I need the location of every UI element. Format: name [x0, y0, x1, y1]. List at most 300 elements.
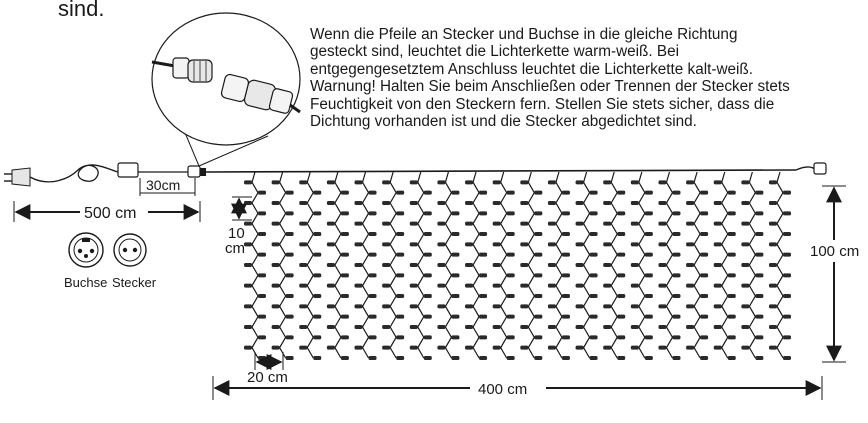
led-bulb — [382, 242, 390, 246]
led-bulb — [576, 222, 584, 226]
led-bulb — [617, 211, 625, 215]
led-bulb — [479, 253, 487, 257]
led-bulb — [548, 222, 556, 226]
led-bulb — [286, 232, 294, 236]
led-bulb — [520, 325, 528, 329]
led-bulb — [534, 253, 542, 257]
led-bulb — [479, 335, 487, 339]
label-10cm-number: 10 — [228, 225, 245, 242]
led-bulb — [714, 346, 722, 350]
dimension-100cm — [810, 186, 859, 362]
led-bulb — [590, 294, 598, 298]
led-bulb — [479, 232, 487, 236]
led-bulb — [741, 201, 749, 205]
led-bulb — [369, 191, 377, 195]
led-bulb — [728, 253, 736, 257]
light-strand — [576, 172, 598, 360]
strand-wire — [639, 172, 645, 358]
led-bulb — [617, 335, 625, 339]
led-bulb — [590, 191, 598, 195]
led-bulb — [617, 294, 625, 298]
led-bulb — [755, 273, 763, 277]
led-bulb — [700, 191, 708, 195]
led-bulb — [327, 201, 335, 205]
strand-wire — [777, 172, 783, 358]
led-bulb — [520, 304, 528, 308]
led-bulb — [714, 304, 722, 308]
top-word: sind. — [58, 0, 105, 21]
led-bulb — [410, 325, 418, 329]
led-bulb — [769, 304, 777, 308]
led-bulb — [534, 356, 542, 360]
led-bulb — [396, 294, 404, 298]
led-bulb — [769, 180, 777, 184]
plug-label: Stecker — [112, 275, 157, 290]
led-bulb — [658, 325, 666, 329]
led-bulb — [451, 273, 459, 277]
led-bulb — [410, 180, 418, 184]
led-bulb — [576, 180, 584, 184]
led-bulb — [299, 284, 307, 288]
led-bulb — [714, 222, 722, 226]
led-bulb — [299, 325, 307, 329]
led-bulb — [369, 211, 377, 215]
led-bulb — [451, 294, 459, 298]
strand-wire — [335, 172, 341, 358]
led-bulb — [631, 263, 639, 267]
led-bulb — [700, 273, 708, 277]
led-bulb — [700, 211, 708, 215]
led-bulb — [769, 201, 777, 205]
led-bulb — [396, 335, 404, 339]
led-bulb — [741, 242, 749, 246]
led-bulb — [728, 335, 736, 339]
led-bulb — [299, 242, 307, 246]
led-bulb — [396, 232, 404, 236]
led-bulb — [728, 273, 736, 277]
led-bulb — [658, 242, 666, 246]
led-bulb — [424, 191, 432, 195]
led-bulb — [286, 253, 294, 257]
led-bulb — [534, 211, 542, 215]
led-bulb — [520, 284, 528, 288]
led-bulb — [286, 191, 294, 195]
led-bulb — [783, 356, 791, 360]
led-bulb — [631, 304, 639, 308]
led-bulb — [686, 325, 694, 329]
led-bulb — [451, 191, 459, 195]
led-bulb — [396, 253, 404, 257]
instruction-line: Dichtung vorhanden ist und die Stecker abgedichtet sind. — [310, 113, 697, 131]
led-bulb — [327, 304, 335, 308]
light-strand — [299, 172, 321, 360]
led-bulb — [590, 211, 598, 215]
led-bulb — [465, 304, 473, 308]
led-bulb — [369, 356, 377, 360]
led-bulb — [645, 356, 653, 360]
led-bulb — [341, 211, 349, 215]
led-bulb — [355, 222, 363, 226]
led-bulb — [728, 356, 736, 360]
led-bulb — [769, 242, 777, 246]
led-bulb — [617, 315, 625, 319]
led-bulb — [507, 253, 515, 257]
led-bulb — [507, 294, 515, 298]
light-strand — [658, 172, 680, 360]
led-bulb — [493, 222, 501, 226]
strand-wire — [556, 172, 562, 358]
led-bulb — [313, 273, 321, 277]
led-bulb — [272, 201, 280, 205]
led-bulb — [755, 253, 763, 257]
led-bulb — [755, 335, 763, 339]
led-bulb — [313, 232, 321, 236]
led-bulb — [534, 191, 542, 195]
led-bulb — [465, 201, 473, 205]
led-bulb — [645, 294, 653, 298]
led-bulb — [631, 222, 639, 226]
plug-face-icon — [114, 234, 146, 266]
led-bulb — [313, 335, 321, 339]
curtain-top-wire — [206, 163, 826, 174]
instruction-line: Wenn die Pfeile an Stecker und Buchse in die gleiche Richtung — [310, 26, 738, 43]
led-bulb — [507, 191, 515, 195]
strand-wire — [528, 172, 534, 358]
led-bulb — [355, 180, 363, 184]
led-bulb — [603, 242, 611, 246]
led-bulb — [493, 263, 501, 267]
led-bulb — [299, 304, 307, 308]
label-100cm: 100 cm — [810, 243, 860, 260]
led-bulb — [741, 222, 749, 226]
led-bulb — [479, 294, 487, 298]
strand-wire — [418, 172, 424, 358]
light-strand — [769, 172, 791, 360]
led-bulb — [437, 242, 445, 246]
led-bulb — [493, 325, 501, 329]
led-bulb — [576, 304, 584, 308]
led-bulb — [424, 253, 432, 257]
light-strand — [465, 172, 487, 360]
led-bulb — [534, 294, 542, 298]
led-bulb — [658, 201, 666, 205]
led-bulb — [617, 253, 625, 257]
led-bulb — [783, 253, 791, 257]
led-bulb — [700, 315, 708, 319]
led-bulb — [658, 284, 666, 288]
led-bulb — [355, 325, 363, 329]
led-bulb — [396, 315, 404, 319]
strand-wire — [611, 172, 617, 358]
led-bulb — [396, 211, 404, 215]
light-strand — [686, 172, 708, 360]
led-bulb — [479, 356, 487, 360]
led-bulb — [783, 191, 791, 195]
led-bulb — [451, 356, 459, 360]
led-bulb — [396, 273, 404, 277]
light-strand — [437, 172, 459, 360]
led-bulb — [410, 201, 418, 205]
led-bulb — [244, 304, 252, 308]
led-bulb — [465, 284, 473, 288]
led-bulb — [272, 263, 280, 267]
led-bulb — [451, 232, 459, 236]
led-bulb — [437, 304, 445, 308]
led-bulb — [355, 263, 363, 267]
led-bulb — [410, 263, 418, 267]
led-bulb — [341, 315, 349, 319]
led-bulb — [258, 356, 266, 360]
led-bulb — [562, 294, 570, 298]
led-bulb — [493, 284, 501, 288]
strand-wire — [722, 172, 728, 358]
led-bulb — [755, 315, 763, 319]
led-bulb — [258, 335, 266, 339]
led-bulb — [355, 242, 363, 246]
led-bulb — [369, 273, 377, 277]
led-bulb — [631, 201, 639, 205]
led-bulb — [603, 325, 611, 329]
led-bulb — [313, 294, 321, 298]
dimension-500cm — [14, 201, 200, 222]
led-bulb — [576, 242, 584, 246]
led-bulb — [465, 180, 473, 184]
led-bulb — [617, 232, 625, 236]
led-bulb — [783, 211, 791, 215]
led-bulb — [465, 222, 473, 226]
led-bulb — [548, 180, 556, 184]
led-bulb — [769, 222, 777, 226]
led-bulb — [299, 346, 307, 350]
led-bulb — [451, 211, 459, 215]
led-bulb — [658, 263, 666, 267]
led-bulb — [783, 335, 791, 339]
led-bulb — [313, 191, 321, 195]
led-bulb — [299, 263, 307, 267]
led-bulb — [562, 191, 570, 195]
led-bulb — [576, 284, 584, 288]
led-bulb — [507, 211, 515, 215]
led-bulb — [714, 201, 722, 205]
led-bulb — [355, 201, 363, 205]
led-bulb — [741, 284, 749, 288]
led-bulb — [437, 180, 445, 184]
led-bulb — [520, 263, 528, 267]
led-bulb — [507, 315, 515, 319]
led-bulb — [603, 346, 611, 350]
led-bulb — [700, 356, 708, 360]
led-bulb — [548, 201, 556, 205]
led-bulb — [741, 180, 749, 184]
led-bulb — [562, 335, 570, 339]
led-bulb — [244, 346, 252, 350]
led-bulb — [672, 191, 680, 195]
led-bulb — [272, 242, 280, 246]
strand-wire — [363, 172, 369, 358]
led-bulb — [617, 273, 625, 277]
led-bulb — [672, 335, 680, 339]
led-bulb — [590, 315, 598, 319]
led-bulb — [424, 356, 432, 360]
led-bulb — [603, 284, 611, 288]
led-bulb — [548, 263, 556, 267]
led-bulb — [672, 315, 680, 319]
led-bulb — [313, 356, 321, 360]
light-strands — [244, 172, 791, 360]
led-bulb — [507, 356, 515, 360]
led-bulb — [769, 346, 777, 350]
led-bulb — [258, 294, 266, 298]
dimension-10cm — [225, 197, 252, 257]
led-bulb — [755, 294, 763, 298]
led-bulb — [700, 335, 708, 339]
led-bulb — [258, 211, 266, 215]
led-bulb — [534, 335, 542, 339]
led-bulb — [617, 191, 625, 195]
led-bulb — [410, 346, 418, 350]
led-bulb — [286, 315, 294, 319]
led-bulb — [382, 325, 390, 329]
led-bulb — [672, 232, 680, 236]
led-bulb — [465, 325, 473, 329]
led-bulb — [437, 346, 445, 350]
led-bulb — [520, 201, 528, 205]
led-bulb — [755, 356, 763, 360]
led-bulb — [479, 273, 487, 277]
led-bulb — [424, 211, 432, 215]
led-bulb — [741, 346, 749, 350]
led-bulb — [327, 325, 335, 329]
led-bulb — [548, 242, 556, 246]
led-bulb — [341, 191, 349, 195]
led-bulb — [741, 325, 749, 329]
led-bulb — [645, 191, 653, 195]
led-bulb — [479, 191, 487, 195]
led-bulb — [631, 346, 639, 350]
led-bulb — [258, 191, 266, 195]
led-bulb — [617, 356, 625, 360]
led-bulb — [562, 356, 570, 360]
supply-cable — [30, 165, 118, 182]
led-bulb — [562, 253, 570, 257]
led-bulb — [562, 232, 570, 236]
led-bulb — [493, 346, 501, 350]
led-bulb — [382, 346, 390, 350]
strand-wire — [749, 172, 755, 358]
light-strand — [548, 172, 570, 360]
led-bulb — [672, 273, 680, 277]
led-bulb — [755, 211, 763, 215]
led-bulb — [590, 273, 598, 277]
transformer-box — [118, 163, 138, 177]
led-bulb — [714, 180, 722, 184]
strand-wire — [445, 172, 451, 358]
led-bulb — [658, 346, 666, 350]
strand-wire — [280, 172, 286, 358]
led-bulb — [631, 325, 639, 329]
led-bulb — [465, 242, 473, 246]
led-bulb — [520, 346, 528, 350]
led-bulb — [465, 263, 473, 267]
led-bulb — [507, 335, 515, 339]
led-bulb — [410, 222, 418, 226]
led-bulb — [493, 304, 501, 308]
led-bulb — [714, 263, 722, 267]
led-bulb — [437, 222, 445, 226]
led-bulb — [410, 242, 418, 246]
led-bulb — [769, 284, 777, 288]
led-bulb — [382, 263, 390, 267]
light-strand — [244, 172, 266, 360]
led-bulb — [645, 335, 653, 339]
led-bulb — [783, 273, 791, 277]
led-bulb — [548, 304, 556, 308]
led-bulb — [686, 201, 694, 205]
led-bulb — [548, 284, 556, 288]
light-strand — [631, 172, 653, 360]
led-bulb — [728, 191, 736, 195]
led-bulb — [382, 201, 390, 205]
led-bulb — [590, 232, 598, 236]
led-bulb — [244, 325, 252, 329]
led-bulb — [313, 253, 321, 257]
led-bulb — [603, 263, 611, 267]
led-bulb — [783, 232, 791, 236]
led-bulb — [520, 180, 528, 184]
led-bulb — [272, 284, 280, 288]
led-bulb — [493, 242, 501, 246]
led-bulb — [341, 273, 349, 277]
led-bulb — [410, 304, 418, 308]
light-strand — [603, 172, 625, 360]
led-bulb — [437, 201, 445, 205]
led-bulb — [382, 284, 390, 288]
led-bulb — [714, 242, 722, 246]
led-bulb — [507, 273, 515, 277]
connector-detail-magnifier — [152, 13, 300, 166]
led-bulb — [369, 294, 377, 298]
led-bulb — [286, 211, 294, 215]
led-bulb — [672, 211, 680, 215]
dimension-20cm — [247, 352, 288, 386]
led-bulb — [244, 201, 252, 205]
strand-wire — [694, 172, 700, 358]
led-bulb — [272, 304, 280, 308]
light-strand — [382, 172, 404, 360]
led-bulb — [299, 180, 307, 184]
led-bulb — [327, 242, 335, 246]
led-bulb — [672, 294, 680, 298]
light-strand — [741, 172, 763, 360]
led-bulb — [479, 211, 487, 215]
strand-wire — [501, 172, 507, 358]
power-plug-icon — [4, 168, 30, 186]
led-bulb — [714, 284, 722, 288]
instruction-line: Warnung! Halten Sie beim Anschließen oder Trennen der Stecker stets — [310, 78, 790, 96]
inline-connector-icon — [188, 166, 200, 177]
led-bulb — [755, 232, 763, 236]
led-bulb — [382, 180, 390, 184]
socket-face-icon — [69, 233, 103, 267]
led-bulb — [645, 253, 653, 257]
led-bulb — [493, 180, 501, 184]
strand-wire — [584, 172, 590, 358]
led-bulb — [451, 253, 459, 257]
led-bulb — [327, 346, 335, 350]
led-bulb — [686, 263, 694, 267]
led-bulb — [286, 273, 294, 277]
led-bulb — [576, 263, 584, 267]
